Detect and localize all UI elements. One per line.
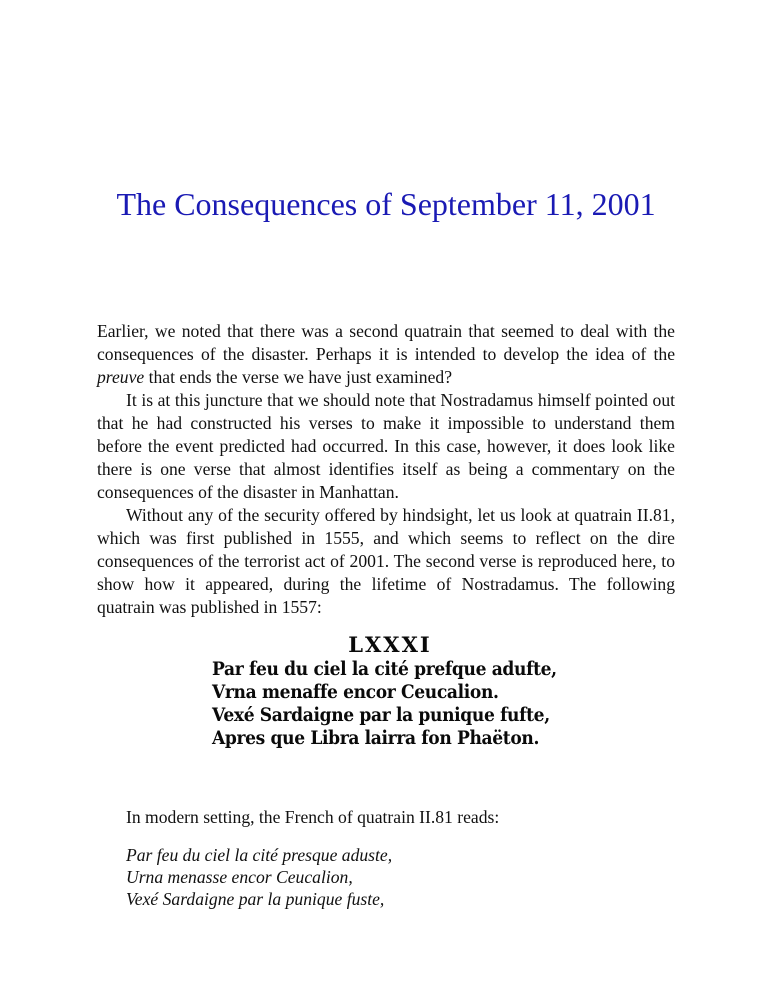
chapter-title: The Consequences of September 11, 2001 [116,186,656,222]
quatrain-facsimile [212,632,562,750]
facsimile-line: Vexé Sardaigne par la punique fufte, [212,704,550,726]
body-text [97,320,675,619]
paragraph-1 [97,320,675,389]
modern-verse-line: Urna menasse encor Ceucalion, [126,867,353,887]
modern-verse-line: Vexé Sardaigne par la punique fuste, [126,889,385,909]
paragraph-1-text-b: that ends the verse we have just examined? [144,367,452,387]
facsimile-line: Apres que Libra lairra fon Phaëton. [212,727,540,749]
quatrain-number: LXXXI [348,632,432,657]
modern-setting-intro: In modern setting, the French of quatrain II.81 reads: [126,807,500,827]
modern-verse [126,844,392,910]
facsimile-line: Par feu du ciel la cité prefque adufte, [212,658,557,680]
facsimile-line: Vrna menaffe encor Ceucalion. [212,681,499,703]
modern-verse-line: Par feu du ciel la cité presque aduste, [126,845,393,865]
paragraph-2: It is at this juncture that we should note that Nostradamus himself pointed out that he had constructed his verses to make it impossible to understand them before the event predicted had occurred. In this case, however, it does look like there is one verse that almost identifies itself as being a commentary on the consequences of the disaster in Manhattan. [97,390,675,502]
preuve-emphasis: preuve [97,367,145,387]
paragraph-1-text-a: Earlier, we noted that there was a second quatrain that seemed to deal with the consequences of the disaster. Perhaps it is intended to develop the idea of the [97,321,675,364]
paragraph-3: Without any of the security offered by hindsight, let us look at quatrain II.81, which was first published in 1555, and which seems to reflect on the dire consequences of the terrorist act of 2001. The second verse is reproduced here, to show how it appeared, during the lifetime of Nostradamus. The following quatrain was published in 1557: [97,505,675,617]
